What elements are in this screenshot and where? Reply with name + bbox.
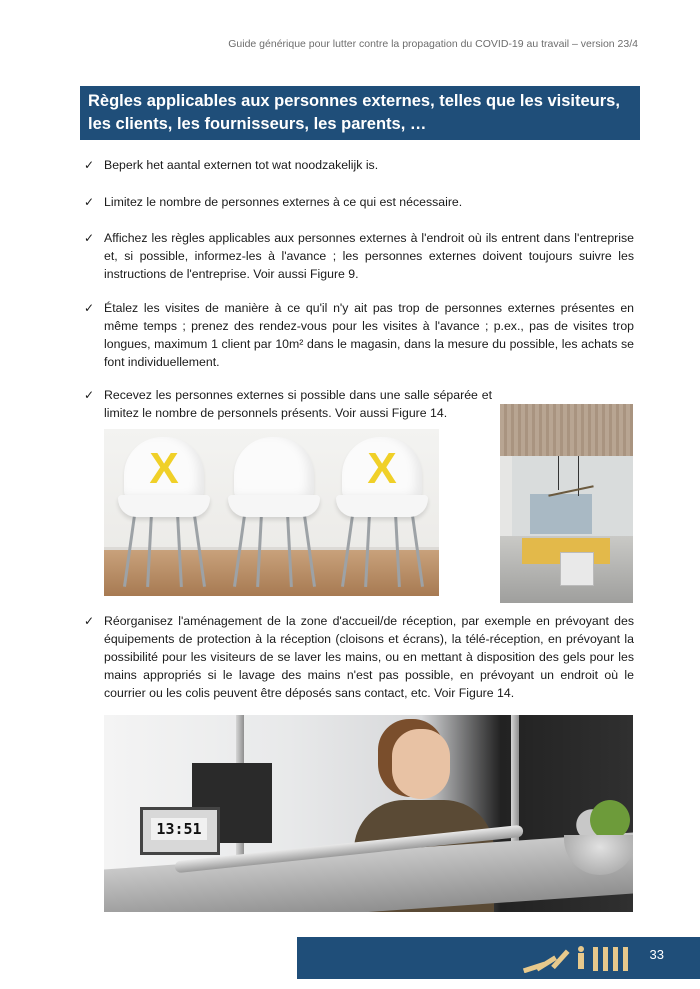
page-number: 33: [649, 947, 664, 962]
chair-blocked: [336, 437, 428, 587]
photo-reception-desk: [104, 715, 633, 912]
check-icon: ✓: [84, 231, 95, 245]
bullet-text: Recevez les personnes externes si possible dans une salle séparée et limitez le nombre de personnels présents. Voir aussi Figure 14.: [104, 388, 492, 420]
check-icon: ✓: [84, 301, 95, 315]
check-icon: ✓: [84, 158, 95, 172]
bullet-item: [84, 156, 634, 174]
section-title-banner: Règles applicables aux personnes externes, telles que les visiteurs, les clients, les fournisseurs, les parents, …: [80, 86, 640, 140]
photo-spaced-chairs: [104, 429, 439, 596]
bullet-item: [84, 193, 634, 211]
check-icon: ✓: [84, 195, 95, 209]
bullet-text: Étalez les visites de manière à ce qu'il n'y ait pas trop de personnes externes présentes en même temps ; prenez des rendez-vous pour les visites à l'avance ; p.ex., pas de visites trop longues, maximum 1 client par 10m² dans le magasin, dans la mesure du possible, les achats se font individuellement.: [104, 301, 634, 369]
bullet-item: [84, 386, 492, 422]
chair-available: [228, 437, 320, 587]
photo-lobby: [500, 404, 633, 603]
bullet-item: [84, 299, 634, 371]
clock-display: 13:51: [151, 818, 207, 840]
footer-bar: [297, 937, 700, 979]
check-icon: ✓: [84, 614, 95, 628]
running-header: Guide générique pour lutter contre la propagation du COVID-19 au travail – version 23/4: [228, 38, 638, 50]
bullet-text: Réorganisez l'aménagement de la zone d'accueil/de réception, par exemple en prévoyant des équipements de protection à la réception (cloisons et écrans), la télé-réception, en prévoyant la possibilité pour les visiteurs de se laver les mains, ou en mettant à disposition des gels pour les mains appropriés si le lavage des mains n'est pas possible, en prévoyant un endroit où le courrier ou les colis peuvent être déposés sans contact, etc. Voir Figure 14.: [104, 614, 634, 700]
chair-blocked: [118, 437, 210, 587]
bullet-item: [84, 229, 634, 283]
falling-dominoes-icon: [519, 943, 639, 973]
receptionist: [392, 729, 450, 799]
bullet-text: Limitez le nombre de personnes externes à ce qui est nécessaire.: [104, 195, 463, 209]
x-mark: X: [367, 444, 397, 493]
bullet-text: Affichez les règles applicables aux personnes externes à l'endroit où ils entrent dans l'entreprise et, si possible, informez-les à l'avance ; les personnes externes doivent toujours suivre les instructions de l'entreprise. Voir aussi Figure 9.: [104, 231, 634, 281]
desk-clock: [140, 807, 220, 855]
bullet-item: [84, 612, 634, 702]
bullet-text: Beperk het aantal externen tot wat noodzakelijk is.: [104, 158, 379, 172]
x-mark: X: [149, 444, 179, 493]
check-icon: ✓: [84, 388, 95, 402]
